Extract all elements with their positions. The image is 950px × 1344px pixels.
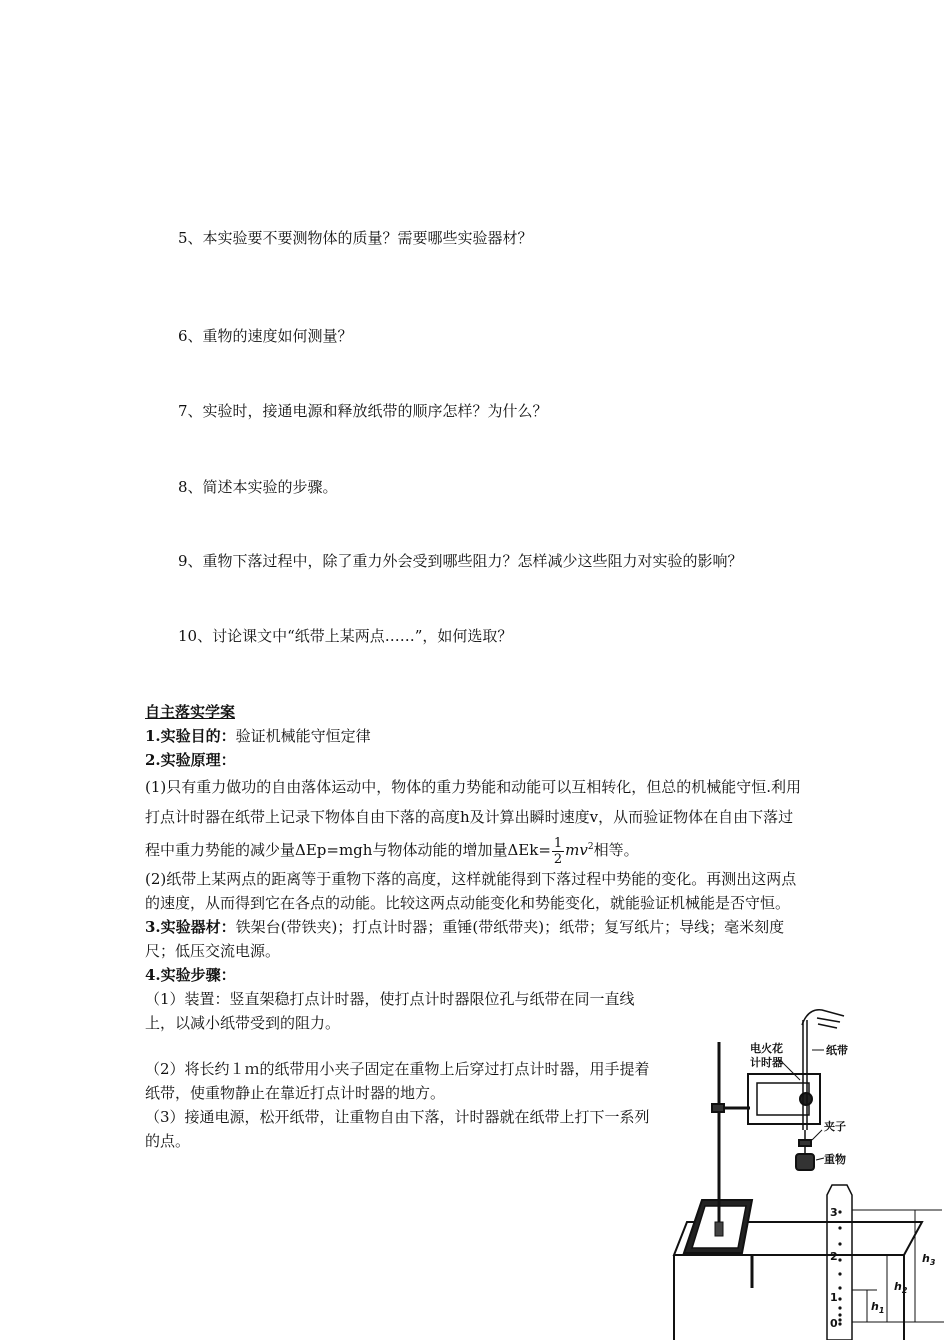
tape-dots [838,1210,841,1325]
equipment-line [145,915,805,963]
fraction-denominator: 2 [553,851,563,867]
h1-label: $h_1$ [871,1300,885,1315]
mv-term [565,841,593,859]
tick-3: 3 [830,1206,838,1219]
section-title: 自主落实学案 [145,703,236,721]
fraction-numerator: 1 [553,835,563,851]
weight-label: 重物 [824,1153,846,1166]
question-8: 8、简述本实验的步骤。 [178,478,338,496]
h2-label: $h_2$ [894,1280,908,1295]
tape-label: 纸带 [826,1044,848,1057]
principle-1-text: (1)只有重力做功的自由落体运动中，物体的重力势能和动能可以互相转化，但总的机械能守恒.利用打点计时器在纸带上记录下物体自由下落的高度h及计算出瞬时速度v，从而验证物体在自由下落过程中重力势能的减少量ΔEp=mgh与物体动能的增加量ΔEk= [145,778,802,859]
h3-label: $h_3$ [922,1252,936,1267]
equipment-text: 铁架台(带铁夹)；打点计时器；重锤(带纸带夹)；纸带；复写纸片；导线；毫米刻度尺；低压交流电源。 [145,917,785,960]
principle-1 [145,772,805,867]
steps-label: 4.实验步骤： [145,965,236,984]
apparatus-figure [672,990,944,1340]
principle-1-end: 相等。 [593,841,639,859]
purpose-text: 验证机械能守恒定律 [235,727,371,745]
purpose-label: 1.实验目的： [145,727,236,745]
tick-2: 2 [830,1250,838,1263]
question-10: 10、讨论课文中“纸带上某两点……”，如何选取？ [178,627,513,645]
purpose-line [145,724,805,748]
step-1: （1）装置：竖直架稳打点计时器，使打点计时器限位孔与纸带在同一直线上，以减小纸带受到的阻力。 [145,989,635,1032]
timer-label-1: 电火花 [750,1042,783,1055]
clip-label: 夹子 [824,1120,846,1133]
equipment-label: 3.实验器材： [145,917,236,936]
timer-knob [800,1093,812,1105]
mv-text: mv [565,841,588,859]
hand [802,1010,844,1028]
step-3: （3）接通电源，松开纸带，让重物自由下落，计时器就在纸带上打下一系列的点。 [145,1107,650,1150]
question-5: 5、本实验要不要测物体的质量？需要哪些实验器材？ [178,229,533,247]
clip [799,1140,811,1146]
question-9: 9、重物下落过程中，除了重力外会受到哪些阻力？怎样减少这些阻力对实验的影响？ [178,552,743,570]
tick-0: 0 [830,1317,838,1330]
principle-2: (2)纸带上某两点的距离等于重物下落的高度，这样就能得到下落过程中势能的变化。再测出这两点的速度，从而得到它在各点的动能。比较这两点动能变化和势能变化，就能验证机械能是否守恒。 [145,869,797,912]
weight [796,1154,814,1170]
question-6: 6、重物的速度如何测量？ [178,327,353,345]
half-fraction [552,836,564,867]
step-2: （2）将长约１ｍ的纸带用小夹子固定在重物上后穿过打点计时器，用手提着纸带，使重物静止在靠近打点计时器的地方。 [145,1059,650,1102]
question-7: 7、实验时，接通电源和释放纸带的顺序怎样？为什么？ [178,402,548,420]
principle-label: 2.实验原理： [145,751,236,769]
timer-label-2: 计时器 [750,1056,783,1069]
mv-exponent: 2 [587,842,594,852]
tick-1: 1 [830,1291,838,1304]
